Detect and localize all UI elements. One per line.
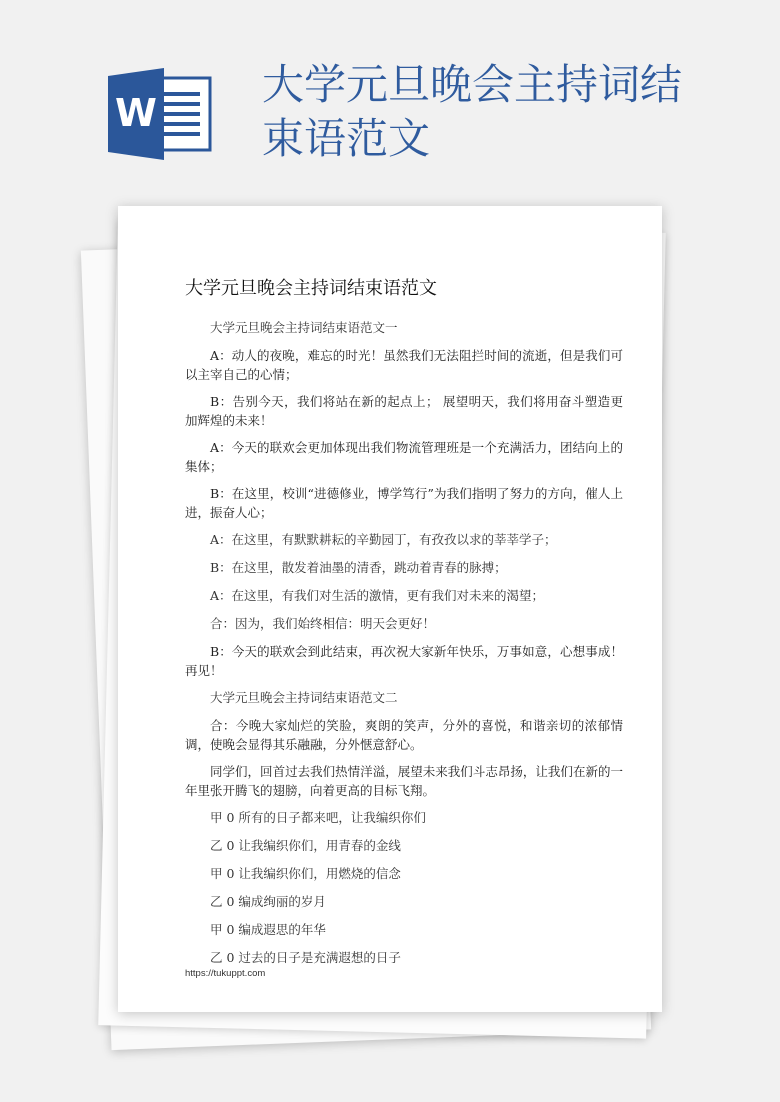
- paragraph: 甲 0 所有的日子都来吧，让我编织你们: [210, 810, 426, 825]
- document-title: 大学元旦晚会主持词结束语范文: [185, 278, 437, 299]
- paragraph: B：在这里，校训“进德修业，博学笃行”为我们指明了努力的方向，催人上进，振奋人心；: [185, 486, 623, 520]
- paragraph: A：在这里，有默默耕耘的辛勤园丁，有孜孜以求的莘莘学子；: [210, 532, 557, 547]
- page-title: [262, 58, 742, 166]
- paragraph: A：动人的夜晚，难忘的时光！虽然我们无法阻拦时间的流逝，但是我们可以主宰自己的心情；: [185, 348, 623, 382]
- svg-text:W: W: [115, 91, 157, 135]
- paragraph: B：在这里，散发着油墨的清香，跳动着青春的脉搏；: [210, 560, 507, 575]
- footer-url: https://tukuppt.com: [185, 968, 266, 979]
- paragraph: 乙 0 让我编织你们，用青春的金线: [210, 838, 401, 853]
- paragraph: 同学们，回首过去我们热情洋溢，展望未来我们斗志昂扬，让我们在新的一年里张开腾飞的翅膀，向着更高的目标飞翔。: [185, 764, 623, 798]
- word-icon: [108, 68, 214, 160]
- document-body: [185, 318, 623, 976]
- section-heading: 大学元旦晚会主持词结束语范文二: [210, 690, 398, 705]
- paragraph: B：告别今天，我们将站在新的起点上； 展望明天，我们将用奋斗塑造更加辉煌的未来！: [185, 394, 623, 428]
- document-page: [118, 206, 662, 1012]
- paragraph: 乙 0 编成绚丽的岁月: [210, 894, 326, 909]
- paragraph: 乙 0 过去的日子是充满遐想的日子: [210, 950, 401, 965]
- paragraph: 合：今晚大家灿烂的笑脸，爽朗的笑声，分外的喜悦，和谐亲切的浓郁情调，使晚会显得其乐融融，分外惬意舒心。: [185, 718, 623, 752]
- section-heading: 大学元旦晚会主持词结束语范文一: [210, 320, 398, 335]
- paragraph: 合：因为，我们始终相信：明天会更好！: [210, 616, 436, 631]
- paragraph: 甲 0 编成遐思的年华: [210, 922, 326, 937]
- page-title-line-2: 束语范文: [262, 114, 431, 163]
- paragraph: 甲 0 让我编织你们，用燃烧的信念: [210, 866, 401, 881]
- paragraph: A：在这里，有我们对生活的激情，更有我们对未来的渴望；: [210, 588, 545, 603]
- page-title-line-1: 大学元旦晚会主持词结: [262, 60, 683, 109]
- paragraph: A：今天的联欢会更加体现出我们物流管理班是一个充满活力，团结向上的集体；: [185, 440, 623, 474]
- paragraph: B：今天的联欢会到此结束，再次祝大家新年快乐，万事如意，心想事成！再见！: [185, 644, 623, 678]
